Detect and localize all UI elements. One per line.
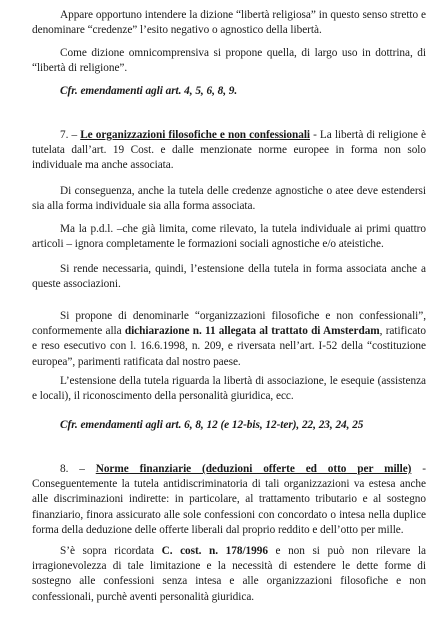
paragraph-text-end: e non si può non rilevare la irragionevolezza di tale limitazione e la necessità di estendere le dette forme di sostegno alle confessioni senza intesa e alle organizzazioni filosofiche e non confessionali, purchè aventi personalità giuridica. xyxy=(32,545,426,603)
paragraph-comprehensive-term xyxy=(32,46,426,76)
paragraph-association-scope xyxy=(32,374,426,404)
paragraph-religious-freedom-definition xyxy=(32,8,426,38)
paragraph-text-start: Si propone di denominarle “organizzazioni filosofiche e non confessionali”, conformemente alla xyxy=(32,310,426,338)
section-7-body: - La libertà di religione è tutelata dall’art. 19 Cost. e dalle menzionate norme europee in forma non solo individuale ma anche associata. xyxy=(32,129,427,172)
paragraph-text: Di conseguenza, anche la tutela delle credenze agnostiche o atee deve estendersi sia alla forma individuale sia alla forma associata. xyxy=(32,185,426,213)
paragraph-text: Si rende necessaria, quindi, l’estensione della tutela in forma associata anche a queste associazioni. xyxy=(32,263,426,291)
paragraph-text-start: S’è sopra ricordata xyxy=(60,545,162,557)
paragraph-text: Appare opportuno intendere la dizione “libertà religiosa” in questo senso stretto e denominare “credenze” l’esito negativo o agnostico della libertà. xyxy=(32,9,426,37)
paragraph-constitutional-court xyxy=(32,544,426,605)
amendments-reference-2 xyxy=(32,418,426,433)
section-7-paragraph xyxy=(32,128,426,174)
paragraph-extension-needed xyxy=(32,262,426,292)
amendments-reference-1 xyxy=(32,84,426,99)
paragraph-agnostic-beliefs xyxy=(32,184,426,214)
section-8-title: Norme finanziarie (deduzioni offerte ed otto per mille) xyxy=(95,463,412,475)
section-7-number: 7. – xyxy=(60,129,78,141)
paragraph-text-end: , ratificato e reso esecutivo con l. 16.6.1998, n. 209, e riversata nell’art. I-52 della “costituzione europea”, parimenti ratificata dal nostro paese. xyxy=(32,325,426,368)
paragraph-text: L’estensione della tutela riguarda la libertà di associazione, le esequie (assistenza e locali), il riconoscimento della personalità giuridica, ecc. xyxy=(32,375,426,403)
section-8-body: - Conseguentemente la tutela antidiscriminatoria di tali organizzazioni va estesa anche alle discriminazioni indirette: in particolare, al trattamento tributario e al sostegno finanziario, finora assicurato alle sole confessioni con concordato o intesa nella duplice forma della deduzione delle offerte liberali dal proprio reddito e dell’otto per mille. xyxy=(32,463,426,536)
paragraph-amsterdam-treaty xyxy=(32,309,426,370)
amsterdam-declaration: dichiarazione n. 11 allegata al trattato di Amsterdam xyxy=(124,325,380,338)
paragraph-text: Come dizione omnicomprensiva si propone quella, di largo uso in dottrina, di “libertà di religione”. xyxy=(32,47,426,75)
reference-text: Cfr. emendamenti agli art. 4, 5, 6, 8, 9. xyxy=(60,85,238,97)
section-8-paragraph xyxy=(32,462,426,538)
reference-text: Cfr. emendamenti agli art. 6, 8, 12 (e 12-bis, 12-ter), 22, 23, 24, 25 xyxy=(60,419,364,431)
paragraph-pdl-criticism xyxy=(32,222,426,252)
paragraph-text: Ma la p.d.l. –che già limita, come rilevato, la tutela individuale ai primi quattro articoli – ignora completamente le formazioni sociali agnostiche e/o ateistiche. xyxy=(32,223,426,251)
court-ruling-reference: C. cost. n. 178/1996 xyxy=(161,545,268,557)
section-8-number: 8. – xyxy=(60,463,85,475)
section-7-title: Le organizzazioni filosofiche e non confessionali xyxy=(80,129,311,141)
